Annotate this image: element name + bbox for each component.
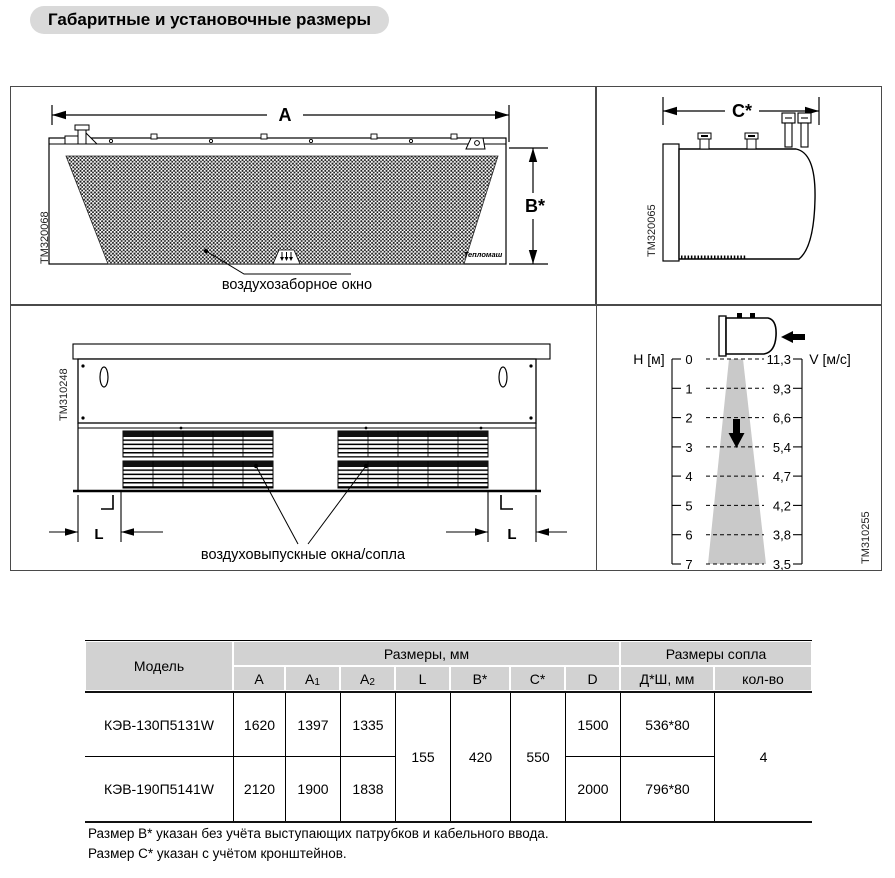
side-unit-body [679, 149, 815, 259]
v-value: 3,8 [772, 527, 791, 543]
h-tick: 6 [685, 527, 693, 543]
pipe-fitting [65, 125, 97, 144]
intake-grille [66, 156, 498, 264]
cell-model: КЭВ-190П5141W [104, 781, 214, 797]
h-tick: 1 [685, 381, 693, 397]
v-axis-bracket [793, 359, 802, 564]
wall-brackets [101, 495, 513, 509]
h-tick-labels [685, 352, 692, 570]
header-col-a1: A 1 [285, 666, 340, 691]
mounting-plate [663, 144, 679, 261]
header-col-c: C* [510, 666, 565, 691]
cell-c-merged: 550 [510, 693, 565, 821]
v-value: 9,3 [772, 381, 791, 397]
water-pipes [782, 113, 811, 147]
h-tick: 4 [685, 469, 693, 485]
arrowhead-left-icon [52, 111, 66, 119]
v-axis-label: V [м/с] [809, 351, 851, 367]
cell-b-merged: 420 [450, 693, 510, 821]
cell-l-merged: 155 [395, 693, 450, 821]
mount-slot-left [100, 367, 108, 387]
header-dims-group: Размеры, мм [233, 641, 620, 666]
cell-model: КЭВ-130П5131W [85, 693, 233, 757]
header-col-a: A [233, 666, 285, 691]
cell-nozzle: 796*80 [620, 757, 714, 821]
mount-slot-right [499, 367, 507, 387]
footnote-b: Размер B* указан без учёта выступающих патрубков и кабельного ввода. [88, 826, 549, 841]
v-value: 4,2 [772, 498, 791, 514]
page-title: Габаритные и установочные размеры [30, 6, 389, 34]
intake-caption: воздухозаборное окно [221, 277, 373, 293]
cell-a: 1620 [233, 693, 285, 757]
header-col-a2: A 2 [340, 666, 395, 691]
brand-logo: Тепломаш [463, 250, 503, 259]
header-col-b: B* [450, 666, 510, 691]
h-tick: 5 [685, 498, 693, 514]
cell-qty-merged: 4 [714, 693, 812, 821]
h-tick: 7 [685, 557, 693, 570]
front-unit-body [49, 125, 506, 264]
inflow-arrow-icon [781, 331, 805, 343]
outlet-caption: воздуховыпускные окна/сопла [200, 547, 406, 563]
dim-label-l-right: L [507, 526, 517, 543]
cell-a: 2120 [233, 757, 285, 821]
cell-a2: 1335 [340, 693, 395, 757]
arrowhead-right-icon [475, 528, 488, 535]
arrowhead-right-icon [495, 111, 509, 119]
h-tick: 0 [685, 352, 693, 367]
h-tick: 3 [685, 439, 693, 455]
h-axis-bracket [672, 359, 681, 564]
header-nozzle-group: Размеры сопла [620, 641, 812, 666]
cell-nozzle: 536*80 [620, 693, 714, 757]
arrowhead-left-icon [121, 528, 134, 535]
header-col-d: D [565, 666, 620, 691]
v-value-labels [767, 352, 791, 570]
drawing-code-bottom: ТМ310248 [58, 368, 70, 421]
back-panel [73, 344, 550, 423]
arrowhead-left-icon [663, 107, 677, 115]
cell-a2: 1838 [340, 757, 395, 821]
v-value: 5,4 [772, 439, 791, 455]
cell-a1: 1397 [285, 693, 340, 757]
h-axis-label: H [м] [633, 351, 665, 367]
header-col-l: L [395, 666, 450, 691]
v-value: 11,3 [766, 352, 791, 367]
cell-d: 2000 [565, 757, 620, 821]
top-fittings [698, 133, 758, 149]
arrowhead-left-icon [536, 528, 549, 535]
velocity-chart-panel [596, 305, 882, 571]
header-col-qty: кол-во [714, 666, 812, 691]
spec-table [85, 640, 812, 823]
v-value: 6,6 [772, 410, 791, 426]
v-value: 4,7 [772, 469, 791, 485]
dim-label-b: B* [524, 196, 546, 216]
air-stream-cone [708, 359, 766, 564]
table-body [85, 693, 812, 823]
outlet-grilles [123, 431, 488, 488]
table-header [85, 640, 812, 693]
footnotes [88, 824, 549, 864]
footnote-c: Размер C* указан с учётом кронштейнов. [88, 846, 347, 861]
cell-d: 1500 [565, 693, 620, 757]
dim-label-a: A [278, 105, 292, 125]
drawing-code-chart: ТМ310255 [860, 511, 872, 564]
arrowhead-up-icon [529, 148, 537, 162]
dim-label-c: C* [731, 101, 753, 121]
side-view-panel [596, 86, 882, 305]
cell-a1: 1900 [285, 757, 340, 821]
drawing-code-front: ТМ320068 [39, 211, 51, 264]
drawing-code-side: ТМ320065 [646, 204, 658, 257]
header-col-nozzle: Д*Ш, мм [620, 666, 714, 691]
front-view-panel [10, 86, 596, 305]
dim-label-l-left: L [94, 526, 104, 543]
arrowhead-down-icon [529, 250, 537, 264]
bottom-view-panel [10, 305, 597, 571]
v-value: 3,5 [772, 557, 791, 570]
arrowhead-right-icon [65, 528, 78, 535]
header-model: Модель [85, 641, 233, 691]
h-tick: 2 [685, 410, 693, 426]
mini-unit [719, 313, 776, 356]
